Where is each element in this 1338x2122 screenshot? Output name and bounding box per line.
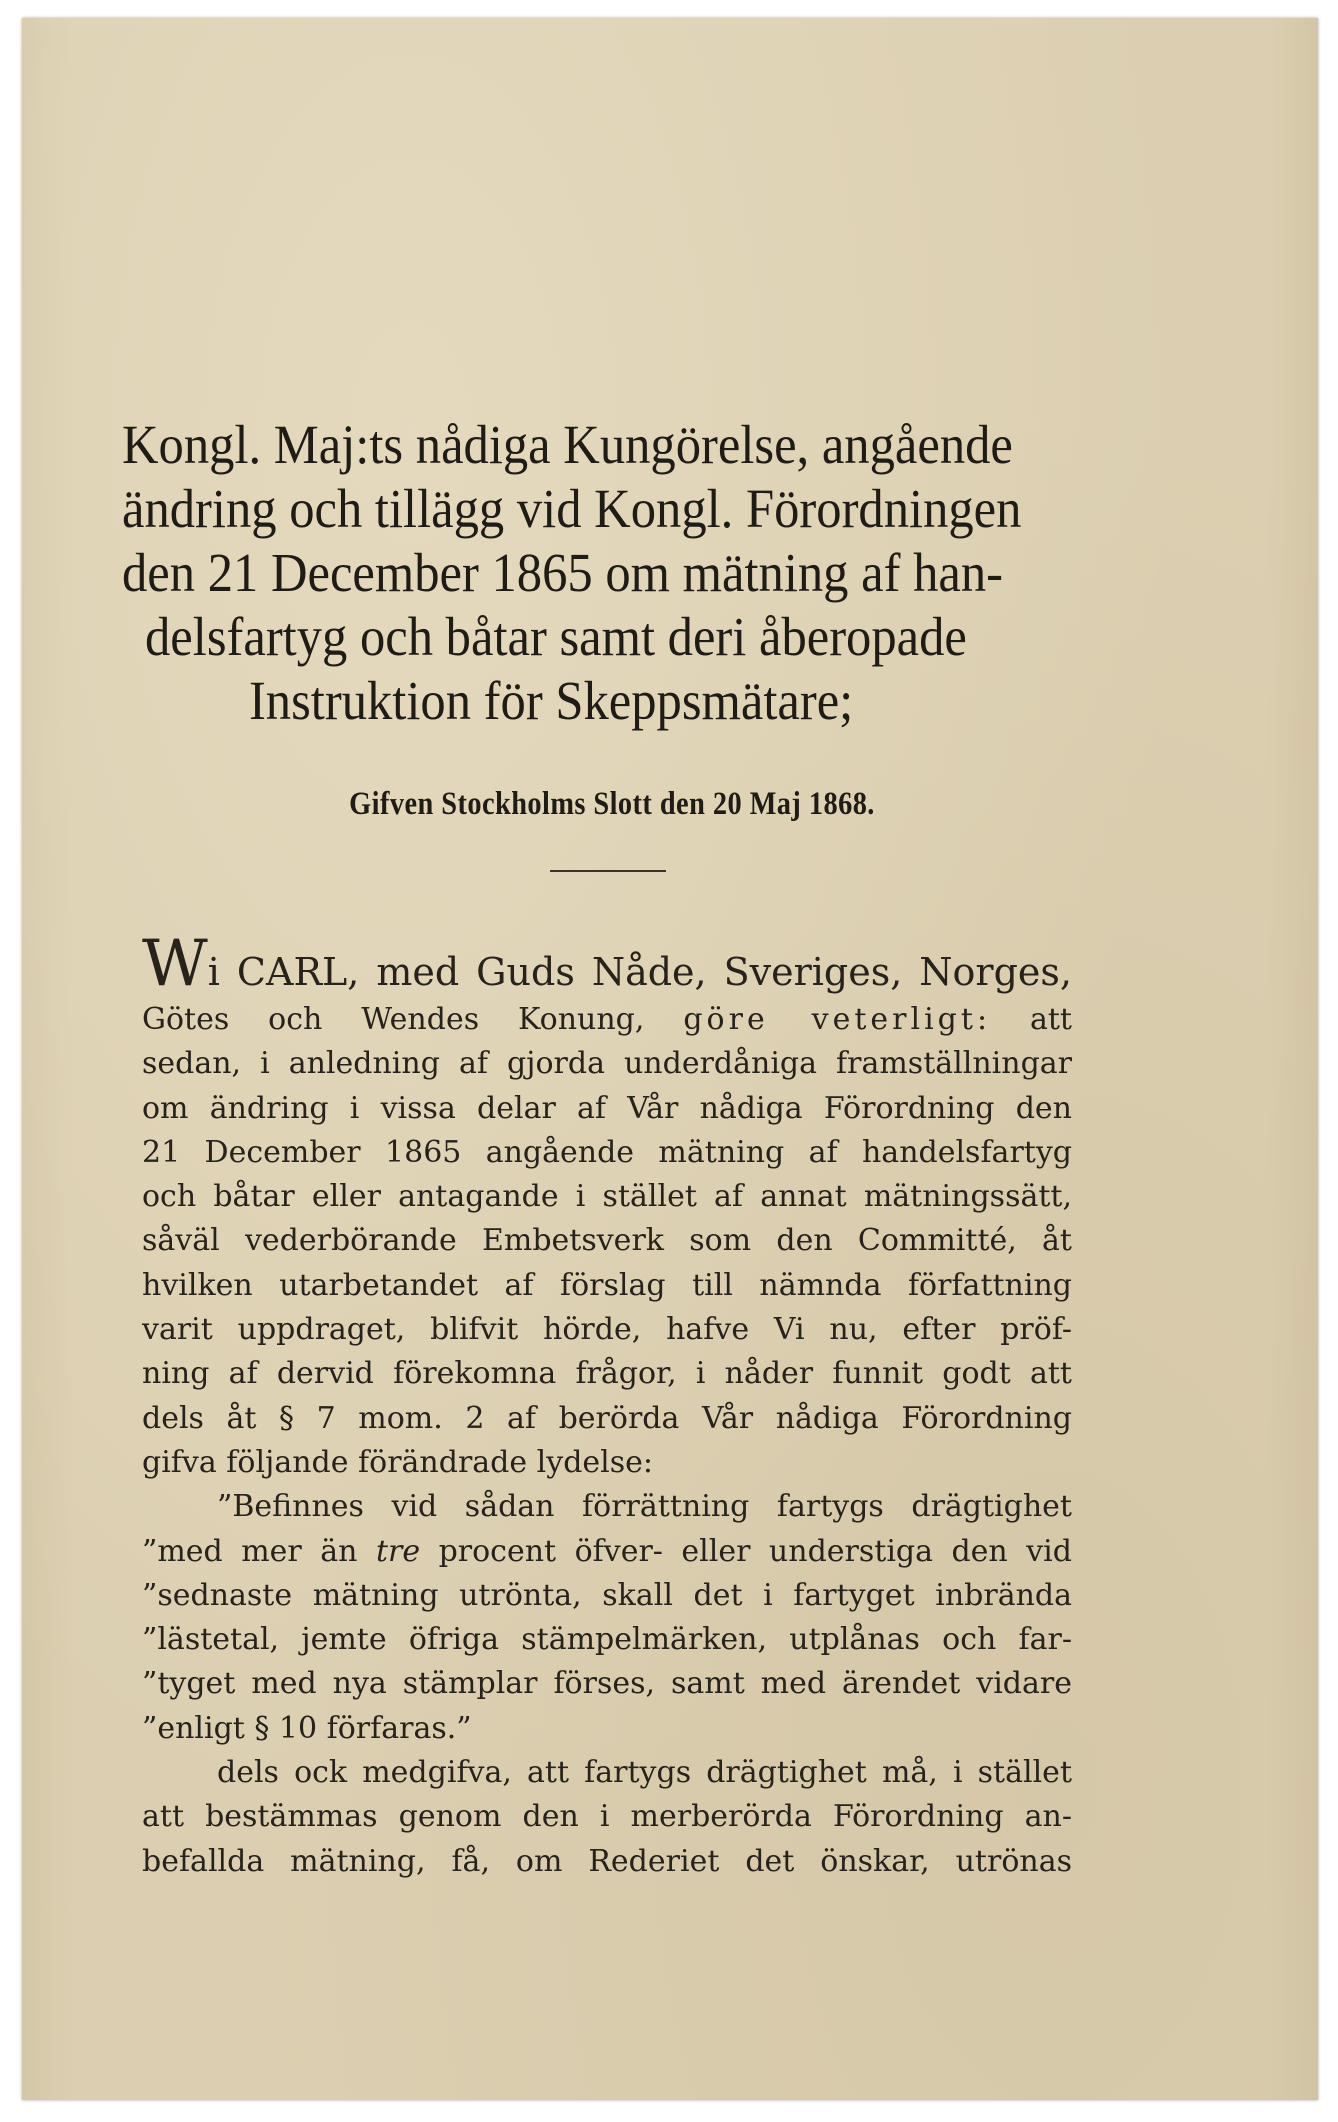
body-line-21: befallda mätning, få, om Rederiet det önskar, utrönas [142, 1843, 1072, 1879]
body-line-16: ”lästetal, jemte öfriga stämpelmärken, utplånas och far- [142, 1622, 1072, 1658]
body-line-1-text: i CARL, med Guds Nåde, Sveriges, Norges, [207, 950, 1072, 994]
body-line-9: varit uppdraget, blifvit hörde, hafve Vi nu, efter pröf- [142, 1312, 1072, 1348]
body-line-5: 21 December 1865 angående mätning af handelsfartyg [142, 1134, 1072, 1170]
body-line-10: ning af dervid förekomna frågor, i nåder funnit godt att [142, 1356, 1072, 1392]
divider-rule [550, 870, 666, 872]
body-line-6: och båtar eller antagande i stället af annat mätningssätt, [142, 1179, 1072, 1215]
document-title [122, 413, 1022, 733]
body-line-1 [142, 927, 1072, 1001]
title-line-3: den 21 December 1865 om mätning af han- [122, 542, 1004, 603]
body-line-13: ”Befinnes vid sådan förrättning fartygs drägtighet [217, 1489, 1072, 1525]
body-line-14-italic: tre [375, 1533, 421, 1569]
body-line-18: ”enligt § 10 förfaras.” [142, 1710, 472, 1746]
drop-cap: W [142, 927, 208, 1001]
body-line-4: om ändring i vissa delar af Vår nådiga Förordning den [142, 1090, 1072, 1126]
title-line-2: ändring och tillägg vid Kongl. Förordningen [122, 478, 1022, 539]
document-body [142, 927, 1072, 1884]
title-line-1: Kongl. Maj:ts nådiga Kungörelse, angående [122, 414, 1013, 475]
document-page [22, 18, 1318, 2100]
body-line-11: dels åt § 7 mom. 2 af berörda Vår nådiga Förordning [142, 1400, 1072, 1436]
body-line-14-b: procent öfver- eller understiga den vid [438, 1533, 1072, 1569]
body-line-17: ”tyget med nya stämplar förses, samt med ärendet vidare [142, 1666, 1072, 1702]
body-line-7: såväl vederbörande Embetsverk som den Committé, åt [142, 1223, 1072, 1259]
body-line-2 [142, 998, 1072, 1042]
title-line-5: Instruktion för Skeppsmätare; [248, 670, 854, 731]
body-line-2-spaced: göre veterligt: [683, 1002, 992, 1037]
body-line-3: sedan, i anledning af gjorda underdåniga framställningar [142, 1046, 1072, 1082]
document-subtitle: Gifven Stockholms Slott den 20 Maj 1868. [349, 786, 875, 822]
body-line-2-a: Götes och Wendes Konung, [142, 1002, 645, 1037]
title-line-4: delsfartyg och båtar samt deri åberopade [145, 606, 967, 667]
body-line-12: gifva följande förändrade lydelse: [142, 1444, 654, 1480]
body-line-14-a: ”med mer än [142, 1533, 358, 1569]
body-line-14 [142, 1530, 1072, 1574]
body-line-2-b: att [1029, 1002, 1072, 1037]
body-line-19: dels ock medgifva, att fartygs drägtighet må, i stället [217, 1755, 1072, 1791]
body-line-20: att bestämmas genom den i merberörda Förordning an- [142, 1799, 1072, 1835]
body-line-15: ”sednaste mätning utrönta, skall det i fartyget inbrända [142, 1577, 1072, 1613]
body-line-8: hvilken utarbetandet af förslag till nämnda författning [142, 1267, 1072, 1303]
